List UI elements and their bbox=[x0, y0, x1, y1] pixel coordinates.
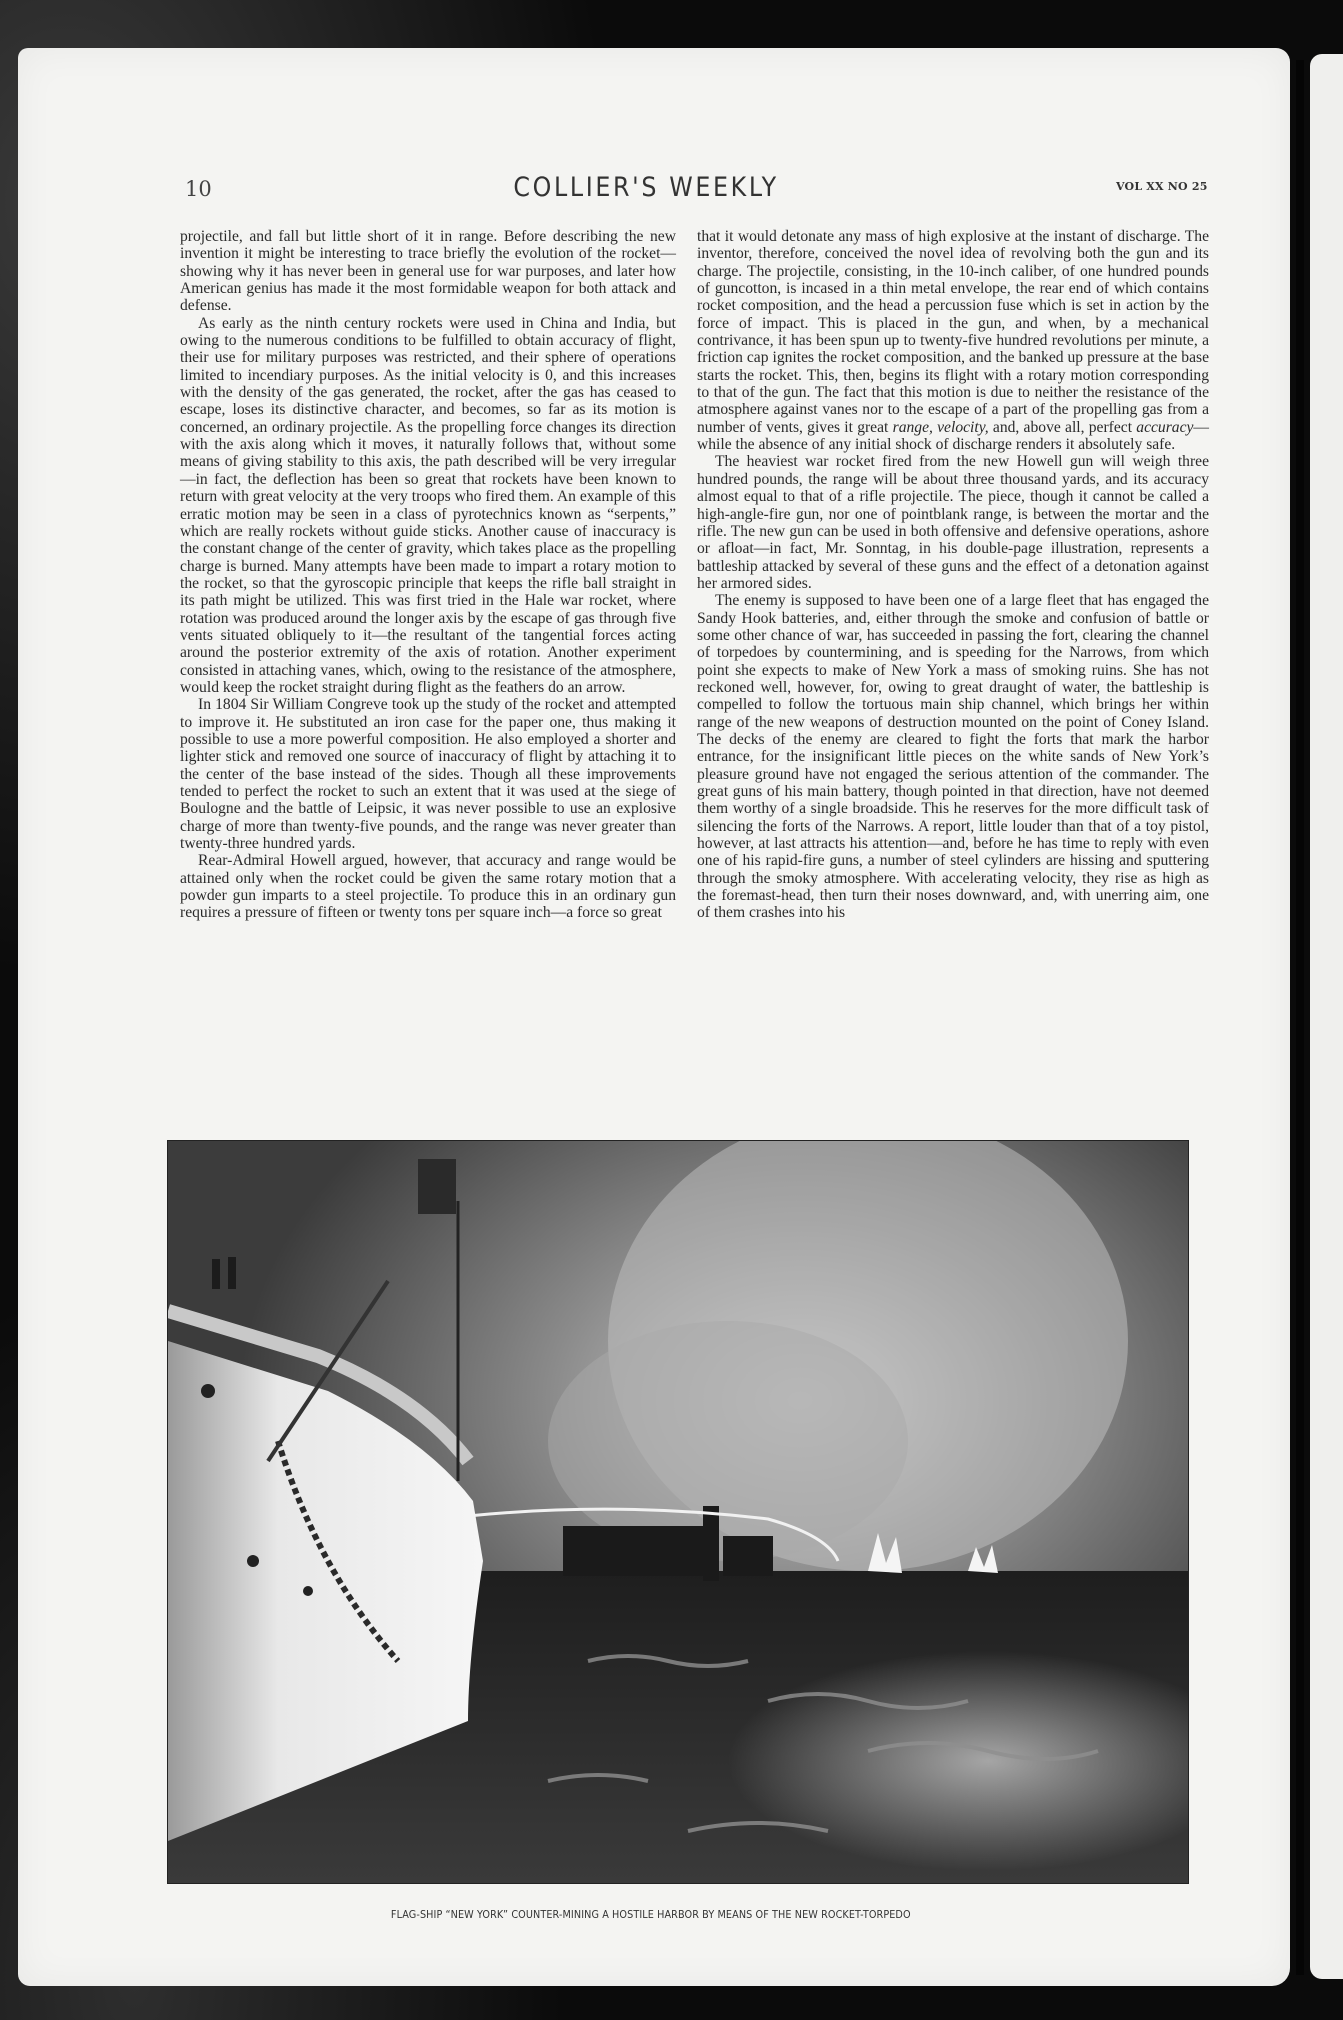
paragraph: The heaviest war rocket fired from the new Howell gun will weigh three hundred pounds, the range will be about three thousand yards, and its accuracy almost equal to that of a rifle projectile. The piece, though it cannot be called a high-angle-fire gun, nor one of pointblank range, is between the mortar and the rifle. The new gun can be used in both offensive and defensive operations, ashore or afloat—in fact, Mr. Sonntag, in his double-page illustration, represents a battleship attacked by several of these guns and the effect of a detonation against her armored sides. bbox=[697, 453, 1209, 592]
italic-emphasis: range, velocity, bbox=[892, 418, 989, 436]
illustration-artwork bbox=[168, 1141, 1188, 1883]
masthead-title: COLLIER'S WEEKLY bbox=[513, 172, 779, 203]
paragraph-text: that it would detonate any mass of high explosive at the instant of discharge. The inventor, therefore, conceived the novel idea of revolving both the gun and its charge. The projectile, consisting, in the 10-inch caliber, of one hundred pounds of guncotton, is incased in a thin metal envelope, the rear end of which contains rocket composition, and the head a percussion fuse which is set in action by the force of impact. This is placed in the gun, and when, by a mechanical contrivance, it has been spun up to twenty-five hundred revolutions per minute, a friction cap ignites the rocket composition, and the banked up pressure at the base starts the rocket. This, then, begins its flight with a rotary motion corresponding to that of the gun. The fact that this motion is due to neither the resistance of the atmosphere against vanes nor to the escape of a part of the propelling gas from a number of vents, gives it great bbox=[697, 228, 1209, 436]
article-column-left bbox=[180, 228, 676, 922]
adjacent-page-edge bbox=[1310, 54, 1343, 1979]
ship-flag bbox=[418, 1159, 456, 1214]
page-gutter-shadow bbox=[1296, 60, 1304, 1975]
paragraph: As early as the ninth century rockets were used in China and India, but owing to the numerous conditions to be fulfilled to obtain accuracy of flight, their use for military purposes was restricted, and their sphere of operations limited to incendiary purposes. As the initial velocity is 0, and this increases with the density of the gas generated, the rocket, after the gas has ceased to escape, loses its distinctive character, and becomes, so far as its motion is concerned, an ordinary projectile. As the propelling force changes its direction with the axis along which it moves, it naturally follows that, without some means of giving stability to this axis, the path described will be very irregular—in fact, the deflection has been so great that rockets have been known to return with great velocity at the very troops who fired them. An example of this erratic motion may be seen in a class of pyrotechnics known as “serpents,” which are really rockets without guide sticks. Another cause of inaccuracy is the constant change of the center of gravity, which takes place as the propelling charge is burned. Many attempts have been made to impart a rotary motion to the rocket, so that the gyroscopic principle that keeps the rifle ball straight in its path might be utilized. This was first tried in the Hale war rocket, where rotation was produced around the longer axis by the escape of gas through five vents situated obliquely to it—the resultant of the tangential forces acting around the posterior extremity of the axis of rotation. Another experiment consisted in attaching vanes, which, owing to the resistance of the atmosphere, would keep the rocket straight during flight as the feathers do an arrow. bbox=[180, 314, 676, 696]
illustration-caption: FLAG-SHIP “NEW YORK” COUNTER-MINING A HOSTILE HARBOR BY MEANS OF THE NEW ROCKET-TORPEDO bbox=[390, 1909, 911, 1921]
page-header bbox=[18, 48, 1290, 203]
paragraph: projectile, and fall but little short of it in range. Before describing the new invention it might be interesting to trace briefly the evolution of the rocket—showing why it has never been in general use for war purposes, and later how American genius has made it the most formidable weapon for both attack and defense. bbox=[180, 228, 676, 315]
illustration-battleship-harbor bbox=[167, 1140, 1189, 1884]
italic-emphasis: accuracy bbox=[1136, 418, 1194, 436]
smoke-plume bbox=[548, 1321, 908, 1561]
paragraph: In 1804 Sir William Congreve took up the study of the rocket and attempted to improve it. He substituted an iron case for the paper one, thus making it possible to use a more powerful composition. He also employed a shorter and lighter stick and removed one source of inaccuracy of flight by attaching it to the center of the base instead of the sides. Though all these improvements tended to perfect the rocket to such an extent that it was used at the siege of Boulogne and the battle of Leipsic, it was never possible to use an explosive charge of more than twenty-five pounds, and the range was never greater than twenty-three hundred yards. bbox=[180, 696, 676, 853]
page-number: 10 bbox=[185, 177, 212, 201]
paragraph-text: —while the absence of any initial shock of discharge renders it absolutely safe. bbox=[697, 418, 1210, 454]
paragraph: The enemy is supposed to have been one of a large fleet that has engaged the Sandy Hook batteries, and, either through the smoke and confusion of battle or some other chance of war, has succeeded in passing the fort, clearing the channel of torpedoes by countermining, and is speeding for the Narrows, from which point she expects to make of New York a mass of smoking ruins. She has not reckoned well, however, for, owing to great draught of water, the battleship is compelled to follow the tortuous main ship channel, which brings her within range of the new weapons of destruction mounted on the point of Coney Island. The decks of the enemy are cleared to fight the forts that mark the harbor entrance, for the insignificant little pieces on the white sands of New York’s pleasure ground have not engaged the serious attention of the commander. The great guns of his main battery, though pointed in that direction, have not deemed them worthy of a single broadside. This he reserves for the more difficult task of silencing the forts of the Narrows. A report, little louder than that of a toy pistol, however, at last attracts his attention—and, before he has time to reply with even one of his rapid-fire guns, a number of steel cylinders are hissing and sputtering through the smoky atmosphere. With accelerating velocity, they rise as high as the foremast-head, then turn their noses downward, and, with unerring aim, one of them crashes into his bbox=[697, 592, 1209, 922]
article-column-right bbox=[697, 228, 1209, 922]
paragraph: Rear-Admiral Howell argued, however, that accuracy and range would be attained only when the rocket could be given the same rotary motion that a powder gun imparts to a steel projectile. To produce this in an ordinary gun requires a pressure of fifteen or twenty tons per square inch—a force so great bbox=[180, 852, 676, 922]
magazine-page bbox=[18, 48, 1290, 1986]
paragraph-text: and, above all, perfect bbox=[988, 418, 1137, 436]
volume-issue-label: VOL XX NO 25 bbox=[1116, 180, 1208, 193]
paragraph bbox=[697, 228, 1209, 453]
